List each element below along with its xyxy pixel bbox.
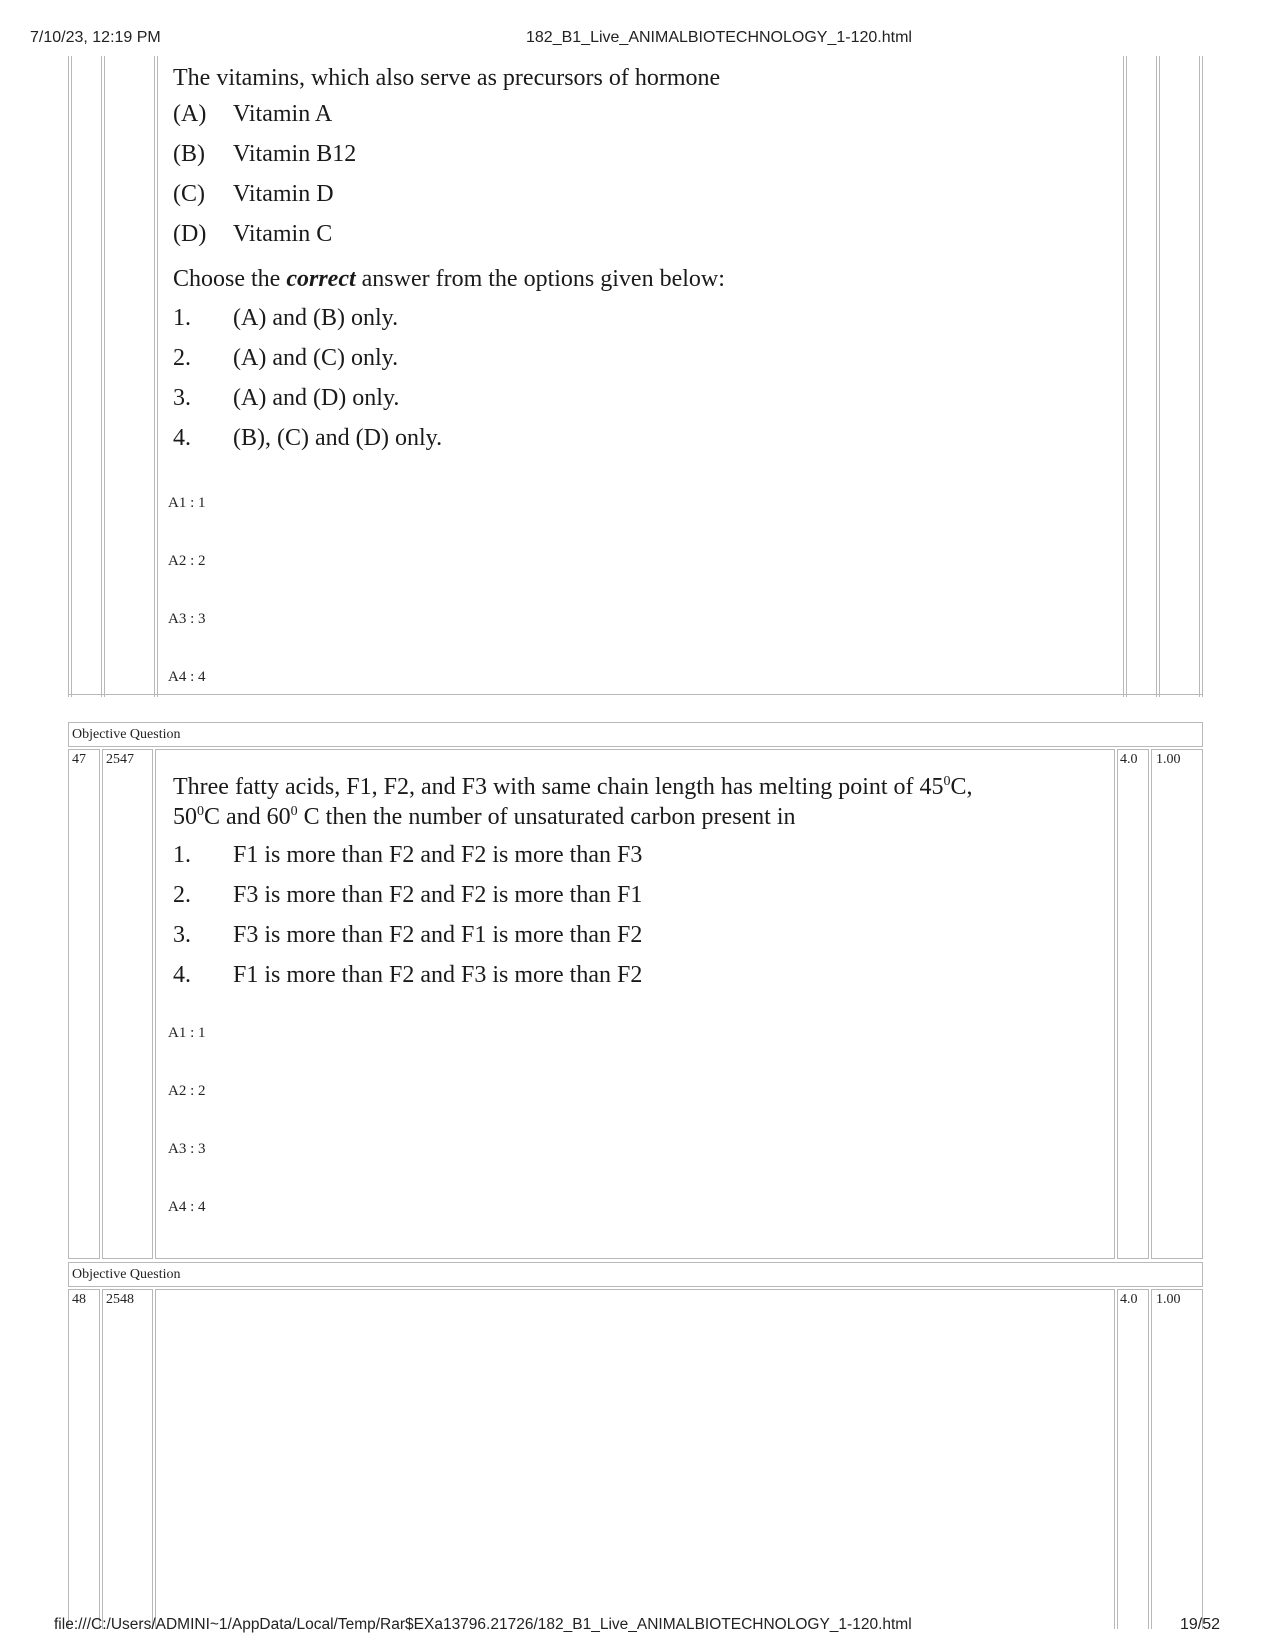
q47-question-id: 2547 (106, 752, 134, 767)
q46-stem: The vitamins, which also serve as precursors of hormone (173, 65, 721, 91)
q48-question-id: 2548 (106, 1292, 134, 1307)
q47-answer-1: A1 : 1 (168, 1025, 206, 1041)
q47-option-2: 2. F3 is more than F2 and F2 is more than F1 (173, 882, 643, 908)
q47-negative-marks: 1.00 (1156, 752, 1181, 767)
q46-item-b: (B) Vitamin B12 (173, 141, 357, 167)
print-datetime: 7/10/23, 12:19 PM (30, 29, 161, 46)
q47-stem: Three fatty acids, F1, F2, and F3 with same chain length has melting point of $45^0C$, $50^0C$ and $60^0$ C then the number of unsaturated carbon present in (173, 774, 973, 830)
print-page-number: 19/52 (1180, 1616, 1221, 1633)
q48-serial: 48 (72, 1292, 86, 1307)
q47-answer-4: A4 : 4 (168, 1199, 206, 1215)
q47-type-label: Objective Question (72, 727, 181, 742)
q47-option-4: 4. F1 is more than F2 and F3 is more than F2 (173, 962, 643, 988)
q46-option-3: 3. (A) and (D) only. (173, 385, 400, 411)
q47-option-3: 3. F3 is more than F2 and F1 is more than F2 (173, 922, 643, 948)
q47-answer-3: A3 : 3 (168, 1141, 206, 1157)
q46-option-2: 2. (A) and (C) only. (173, 345, 399, 371)
q46-choose-instruction: Choose the correct answer from the options given below: (173, 266, 725, 292)
q46-item-d: (D) Vitamin C (173, 221, 333, 247)
q46-option-1: 1. (A) and (B) only. (173, 305, 399, 331)
q46-answer-1: A1 : 1 (168, 495, 206, 511)
q46-answer-2: A2 : 2 (168, 553, 206, 569)
q46-answer-3: A3 : 3 (168, 611, 206, 627)
q46-answer-4: A4 : 4 (168, 669, 206, 685)
q47-marks: 4.0 (1120, 752, 1138, 767)
q48-marks: 4.0 (1120, 1292, 1138, 1307)
q47-serial: 47 (72, 752, 86, 767)
q47-answer-2: A2 : 2 (168, 1083, 206, 1099)
q47-option-1: 1. F1 is more than F2 and F2 is more than F3 (173, 842, 643, 868)
q46-item-a: (A) Vitamin A (173, 101, 333, 127)
q48-type-label: Objective Question (72, 1267, 181, 1282)
print-file-path: file:///C:/Users/ADMINI~1/AppData/Local/Temp/Rar$EXa13796.21726/182_B1_Live_ANIMALBIOTECHNOLOGY_1-120.html (54, 1616, 912, 1633)
q46-item-c: (C) Vitamin D (173, 181, 334, 207)
q48-negative-marks: 1.00 (1156, 1292, 1181, 1307)
print-doc-title: 182_B1_Live_ANIMALBIOTECHNOLOGY_1-120.html (526, 29, 912, 46)
q46-option-4: 4. (B), (C) and (D) only. (173, 425, 443, 451)
